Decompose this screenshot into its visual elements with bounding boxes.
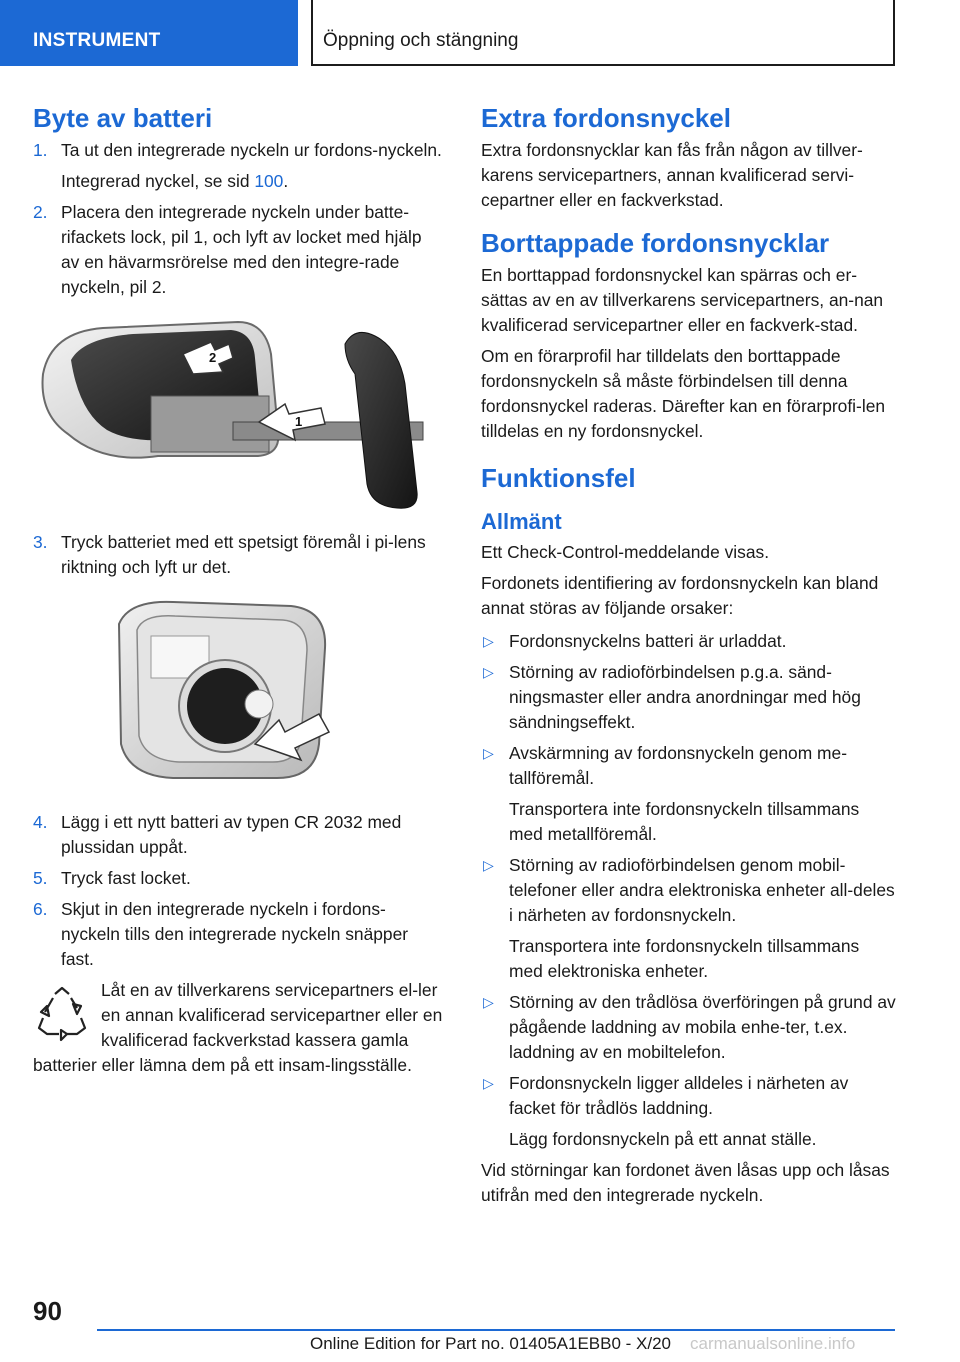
- header-section-label: INSTRUMENT: [33, 30, 161, 51]
- battery-title: Byte av batteri: [33, 103, 213, 133]
- cause-item: [481, 629, 897, 654]
- step-number: 2.: [33, 202, 48, 222]
- cause-advice: Lägg fordonsnyckeln på ett annat ställe.: [509, 1129, 817, 1149]
- cause-text: Störning av radioförbindelsen p.g.a. sänd-ningsmaster eller andra anordningar med hög sändningseffekt.: [509, 662, 861, 732]
- cause-text: Fordonsnyckelns batteri är urladdat.: [509, 631, 787, 651]
- step-text: Ta ut den integrerade nyckeln ur fordons-nyckeln.: [61, 140, 442, 160]
- lost-keys-text-1: En borttappad fordonsnyckel kan spärras och er-sättas av en av tillverkarens servicepartners, an-nan kvalificerad servicepartner eller en fackverk-stad.: [481, 265, 884, 335]
- cause-item: [481, 1071, 897, 1152]
- step-number: 5.: [33, 868, 48, 888]
- step-number: 3.: [33, 532, 48, 552]
- bullet-triangle-icon: ▷: [483, 857, 494, 873]
- cause-advice: Transportera inte fordonsnyckeln tillsammans med elektroniska enheter.: [509, 936, 860, 981]
- cause-item: [481, 990, 897, 1065]
- cause-text: Avskärmning av fordonsnyckeln genom me-tallföremål.: [509, 743, 847, 788]
- cause-advice: Transportera inte fordonsnyckeln tillsammans med metallföremål.: [509, 799, 860, 844]
- bullet-triangle-icon: ▷: [483, 633, 494, 649]
- recycle-icon: [33, 984, 91, 1042]
- arrow-label-1: 1: [295, 414, 303, 429]
- closing-text: Vid störningar kan fordonet även låsas upp och låsas utifrån med den integrerade nyckeln.: [481, 1160, 890, 1205]
- edition-text: Online Edition for Part no. 01405A1EBB0 - X/20: [310, 1334, 672, 1353]
- step-text: Placera den integrerade nyckeln under batte-rifackets lock, pil 1, och lyft av locket med hjälp av en hävarmsrörelse med den integre-rade nyckeln, pil 2.: [61, 202, 422, 297]
- step-2: [33, 200, 443, 300]
- step-1: [33, 138, 443, 194]
- bullet-triangle-icon: ▷: [483, 745, 494, 761]
- step-number: 4.: [33, 812, 48, 832]
- step-4: [33, 810, 443, 860]
- step-text: Tryck batteriet med ett spetsigt föremål i pi-lens riktning och lyft ur det.: [61, 532, 426, 577]
- cause-item: [481, 741, 897, 847]
- general-text-1: Ett Check-Control-meddelande visas.: [481, 542, 770, 562]
- header-chapter-box: [311, 0, 895, 66]
- recycle-note-text: Låt en av tillverkarens servicepartners el-ler en annan kvalificerad servicepartner eller en kvalificerad fackverkstad kassera gamla batterier eller lämna dem på ett insam-lingsställe.: [33, 980, 443, 1075]
- cause-item: [481, 660, 897, 735]
- bullet-triangle-icon: ▷: [483, 994, 494, 1010]
- arrow-label-2: 2: [209, 350, 217, 365]
- page-number: 90: [33, 1296, 62, 1326]
- step-text: Lägg i ett nytt batteri av typen CR 2032 med plussidan uppåt.: [61, 812, 402, 857]
- extra-key-title: Extra fordonsnyckel: [481, 103, 731, 133]
- cause-item: [481, 853, 897, 984]
- header-section-tab: [0, 0, 298, 66]
- key-cover-illustration: [33, 314, 443, 514]
- recycle-note: [33, 978, 443, 1078]
- bullet-triangle-icon: ▷: [483, 664, 494, 680]
- lost-keys-text-2: Om en förarprofil har tilldelats den borttappade fordonsnyckeln så måste förbindelsen till denna fordonsnyckel raderas. Därefter kan en förarprofi-len tilldelas en ny fordonsnyckel.: [481, 346, 886, 441]
- battery-removal-illustration: [33, 594, 443, 794]
- general-title: Allmänt: [481, 509, 562, 534]
- watermark-text: carmanualsonline.info: [690, 1334, 856, 1353]
- step-number: 6.: [33, 899, 48, 919]
- step-number: 1.: [33, 140, 48, 160]
- step-subtext: Integrerad nyckel, se sid 100.: [61, 171, 289, 191]
- bullet-triangle-icon: ▷: [483, 1075, 494, 1091]
- step-5: [33, 866, 443, 891]
- page-link[interactable]: 100: [254, 171, 284, 191]
- step-6: [33, 897, 443, 972]
- step-text: Tryck fast locket.: [61, 868, 191, 888]
- extra-key-text: Extra fordonsnycklar kan fås från någon av tillver-karens servicepartners, annan kvalificerad servi-cepartner eller en fackverkstad.: [481, 140, 863, 210]
- right-column: [481, 102, 897, 1214]
- general-text-2: Fordonets identifiering av fordonsnyckeln kan bland annat störas av följande orsaker:: [481, 573, 879, 618]
- header-chapter-label: Öppning och stängning: [323, 30, 519, 51]
- step-3: [33, 530, 443, 580]
- step-text: Skjut in den integrerade nyckeln i fordons-nyckeln tills den integrerade nyckeln snäpper fast.: [61, 899, 409, 969]
- footer-divider: [97, 1329, 895, 1331]
- lost-keys-title: Borttappade fordonsnycklar: [481, 228, 830, 258]
- cause-text: Störning av den trådlösa överföringen på grund av pågående laddning av mobila enhe-ter, t.ex. laddning av en mobiltelefon.: [509, 992, 896, 1062]
- cause-text: Fordonsnyckeln ligger alldeles i närheten av facket för trådlös laddning.: [509, 1073, 849, 1118]
- cause-text: Störning av radioförbindelsen genom mobil-telefoner eller andra elektroniska enheter all-deles i närheten av fordonsnyckeln.: [509, 855, 895, 925]
- left-column: [33, 102, 443, 1084]
- malfunction-title: Funktionsfel: [481, 463, 636, 493]
